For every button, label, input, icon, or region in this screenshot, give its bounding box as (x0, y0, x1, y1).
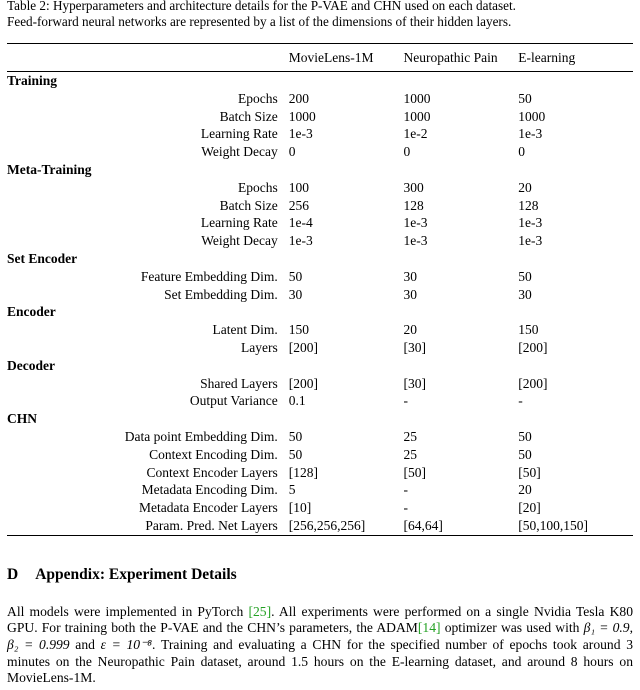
cell-value: 50 (288, 268, 303, 284)
table-row (7, 517, 633, 535)
cell-value: 1e-3 (518, 233, 543, 249)
table-row (7, 446, 633, 464)
table-corner-cell (7, 44, 289, 72)
row-label: Latent Dim. (212, 322, 278, 338)
row-label: Epochs (237, 90, 278, 106)
cell-value: 1e-4 (288, 215, 313, 231)
table-header-row (7, 44, 633, 72)
section-header-cell: Training (7, 73, 58, 88)
cell-value: [30] (403, 339, 426, 355)
section-header-cell: Encoder (7, 304, 56, 320)
table-section-row (7, 250, 633, 268)
row-label: Weight Decay (201, 233, 278, 249)
cell-value: 1e-3 (518, 215, 543, 231)
row-label: Weight Decay (201, 144, 278, 160)
row-label: Context Encoding Dim. (149, 446, 278, 462)
table-row (7, 321, 633, 339)
table-row (7, 179, 633, 197)
cell-value: 1e-3 (518, 126, 543, 142)
paragraph-text: optimizer was used with (440, 620, 584, 636)
cell-value: 100 (288, 179, 309, 195)
table-row (7, 143, 633, 161)
cell-value: 1000 (518, 108, 546, 124)
cell-value: 200 (288, 90, 309, 106)
hyperparams-table (7, 43, 633, 536)
table-caption-line2: Feed-forward neural networks are represented by a list of the dimensions of their hidden layers. (7, 13, 512, 29)
table-row (7, 339, 633, 357)
table-row (7, 125, 633, 143)
cell-value: [50] (518, 464, 541, 480)
cell-value: 1e-3 (288, 126, 313, 142)
cell-value: 50 (518, 90, 532, 106)
table-row (7, 197, 633, 215)
cell-value: 30 (403, 268, 417, 284)
row-label: Metadata Encoder Layers (139, 500, 278, 516)
cell-value: 5 (288, 482, 296, 498)
cell-value: 150 (288, 322, 309, 338)
paragraph-text: and (69, 636, 101, 652)
table-caption (7, 0, 633, 29)
math-inline: β₁ = 0.9 (583, 620, 630, 636)
row-label: Feature Embedding Dim. (140, 268, 278, 284)
appendix-section-heading (7, 566, 633, 584)
math-inline: β₂ = 0.999 (7, 636, 70, 652)
table-caption-line1: Table 2: Hyperparameters and architecture details for the P-VAE and CHN used on each dataset. (7, 0, 516, 13)
cell-value: 25 (403, 428, 417, 444)
table-row (7, 428, 633, 446)
table-row (7, 90, 633, 108)
table-row (7, 268, 633, 286)
cell-value: [10] (288, 500, 312, 516)
cell-value: [128] (288, 464, 318, 480)
cell-value: [200] (518, 375, 548, 391)
cell-value: 1e-2 (403, 126, 428, 142)
row-label: Learning Rate (200, 215, 278, 231)
column-header-neuropathic: Neuropathic Pain (403, 50, 498, 65)
cell-value: 20 (518, 482, 532, 498)
column-header-movielens: MovieLens-1M (288, 50, 374, 65)
cell-value: 1e-3 (403, 215, 428, 231)
table-row (7, 232, 633, 250)
cell-value: - (403, 500, 408, 516)
table-header (7, 44, 633, 72)
table-row (7, 392, 633, 410)
row-label: Learning Rate (200, 126, 278, 142)
paragraph-text: . All experiments were performed on a single Nvidia Tesla K80 GPU. For training both the P-VAE and the CHN’s parameters, the ADAM (7, 603, 633, 636)
cell-value: 1000 (288, 108, 316, 124)
cell-value: 256 (288, 197, 309, 213)
row-label: Context Encoder Layers (146, 464, 278, 480)
cell-value: 50 (518, 446, 532, 462)
cell-value: 30 (288, 286, 303, 302)
section-letter: D (7, 565, 19, 583)
paragraph-text: All models were implemented in PyTorch (7, 603, 249, 619)
cell-value: [20] (518, 500, 541, 516)
cell-value: 150 (518, 322, 539, 338)
cell-value: 50 (518, 428, 532, 444)
column-header-elearning: E-learning (518, 50, 576, 65)
cell-value: 1e-3 (403, 233, 428, 249)
cell-value: [50] (403, 464, 426, 480)
table-row (7, 464, 633, 482)
section-header-cell: CHN (7, 411, 37, 427)
row-label: Metadata Encoding Dim. (141, 482, 278, 498)
table-row (7, 286, 633, 304)
table-row (7, 375, 633, 393)
appendix-paragraph (7, 604, 633, 687)
cell-value: [64,64] (403, 517, 443, 533)
cell-value: - (403, 482, 408, 498)
table-section-row (7, 357, 633, 375)
section-header-cell: Decoder (7, 357, 55, 373)
row-label: Batch Size (219, 108, 278, 124)
hyperparams-table-body (7, 72, 633, 536)
section-header-cell: Meta-Training (7, 161, 92, 177)
cell-value: 30 (403, 286, 417, 302)
row-label: Layers (241, 339, 278, 355)
math-inline: ε = 10⁻⁸ (100, 636, 152, 652)
cell-value: [50,100,150] (518, 517, 588, 533)
row-label: Param. Pred. Net Layers (145, 517, 278, 533)
paragraph-text: . Training and evaluating a CHN for the specified number of epochs took around 3 minutes on the Neuropathic Pain dataset, around 1.5 hours on the E-learning dataset, and around 8 hours on MovieLens-1M. (7, 636, 633, 686)
cell-value: 50 (288, 428, 303, 444)
table-section-row (7, 410, 633, 428)
cell-value: 1e-3 (288, 233, 313, 249)
row-label: Data point Embedding Dim. (124, 428, 278, 444)
paragraph-text: , (629, 620, 633, 636)
cell-value: 20 (403, 322, 417, 338)
section-header-cell: Set Encoder (7, 250, 78, 266)
cell-value: 128 (518, 197, 539, 213)
row-label: Set Embedding Dim. (164, 286, 278, 302)
table-row (7, 481, 633, 499)
cell-value: 1000 (403, 108, 431, 124)
cell-value: - (518, 393, 523, 409)
row-label: Output Variance (189, 393, 278, 409)
row-label: Shared Layers (200, 375, 278, 391)
cell-value: 1000 (403, 90, 431, 106)
citation-link[interactable]: [14] (417, 620, 441, 636)
table-section-row (7, 72, 633, 90)
table-row (7, 108, 633, 126)
cell-value: [200] (518, 339, 548, 355)
cell-value: 30 (518, 286, 532, 302)
cell-value: 128 (403, 197, 424, 213)
cell-value: 0 (403, 144, 411, 160)
cell-value: 50 (518, 268, 532, 284)
table-row (7, 214, 633, 232)
cell-value: [256,256,256] (288, 517, 366, 533)
section-title: Appendix: Experiment Details (35, 565, 237, 583)
cell-value: [200] (288, 375, 318, 391)
cell-value: - (403, 393, 408, 409)
cell-value: 300 (403, 179, 424, 195)
cell-value: 50 (288, 446, 303, 462)
row-label: Batch Size (219, 197, 278, 213)
cell-value: 20 (518, 179, 532, 195)
cell-value: 0 (518, 144, 525, 160)
table-section-row (7, 303, 633, 321)
table-section-row (7, 161, 633, 179)
table-row (7, 499, 633, 517)
cell-value: [200] (288, 339, 318, 355)
cell-value: 0 (288, 144, 296, 160)
cell-value: [30] (403, 375, 426, 391)
cell-value: 25 (403, 446, 417, 462)
citation-link[interactable]: [25] (248, 603, 272, 619)
row-label: Epochs (237, 179, 278, 195)
cell-value: 0.1 (288, 393, 306, 409)
